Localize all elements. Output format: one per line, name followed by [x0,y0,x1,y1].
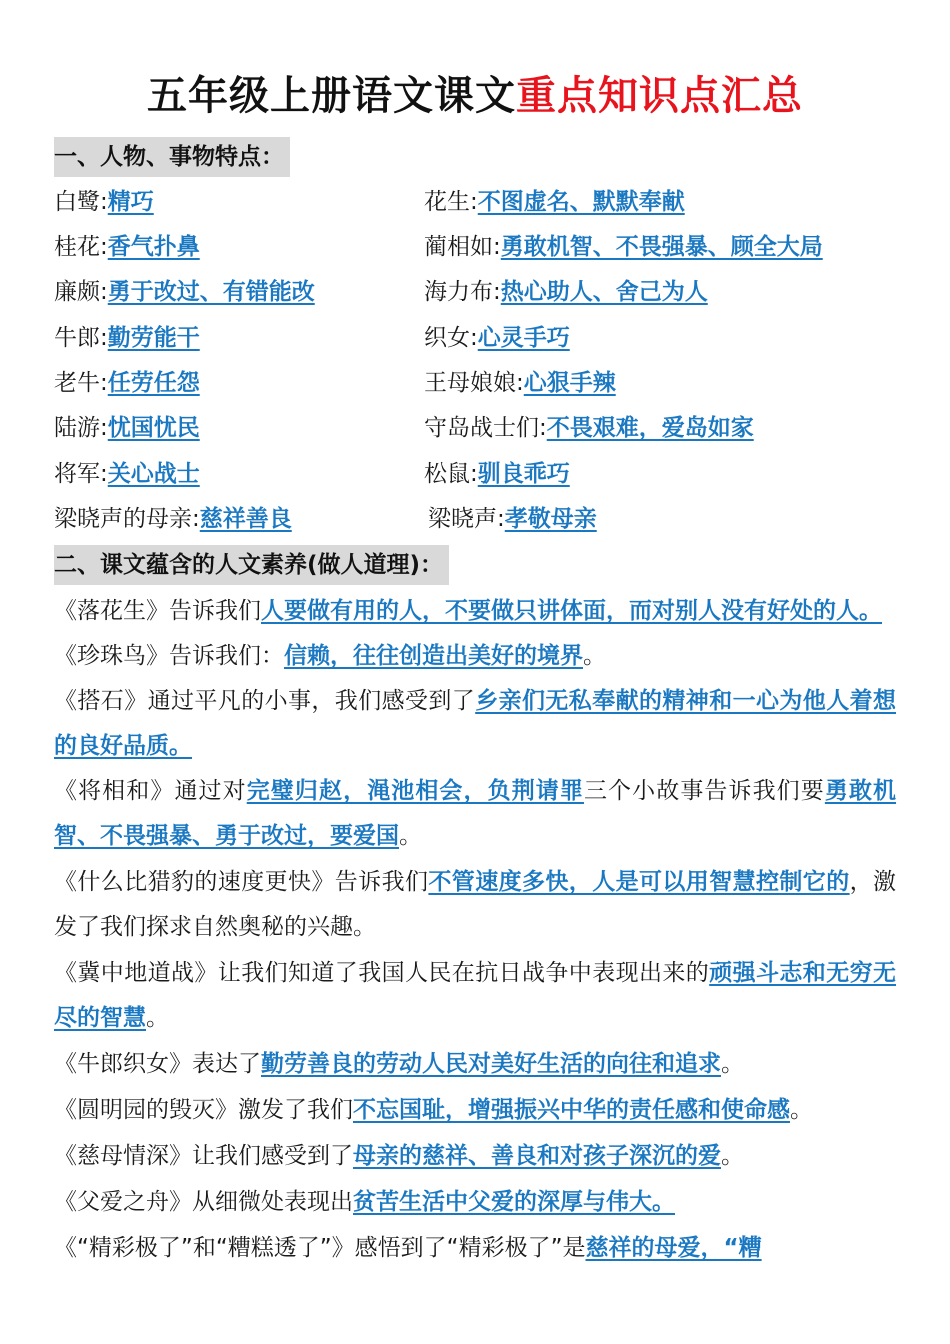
trait-item [54,231,200,263]
lesson-text: 《牛郎织女》表达了 [54,1051,261,1077]
trait-value: 勇于改过、有错能改 [107,279,315,305]
lesson-paragraph [54,1134,896,1179]
trait-separator: : [100,461,108,487]
lesson-highlight-2: 勇敢机智、不畏强暴、勇于改过，要爱国 [54,778,897,849]
lesson-paragraph [54,634,896,679]
lesson-text-mid: 三个小故事告诉我们要 [583,778,825,804]
lesson-text: 《什么比猎豹的速度更快》告诉我们 [54,869,429,895]
trait-separator: : [539,415,547,441]
lesson-text-end: ，激发了我们探求自然奥秘的兴趣。 [54,869,897,940]
trait-name: 王母娘娘 [424,370,516,396]
lesson-highlight: 信赖，往往创造出美好的境界 [284,643,583,669]
trait-separator: : [100,415,108,441]
trait-item [54,503,292,535]
lesson-text: 《将相和》通过对 [54,778,247,804]
lesson-text: 《落花生》告诉我们 [54,598,261,624]
title-part-black: 五年级上册语文课文 [147,73,516,119]
trait-separator: : [100,370,108,396]
trait-value: 勇敢机智、不畏强暴、顾全大局 [500,234,823,260]
trait-value: 心灵手巧 [477,325,570,351]
lesson-text-end: 。 [583,643,606,669]
trait-name: 牛郎 [54,325,100,351]
lesson-text-end: 。 [146,1005,169,1031]
trait-value: 关心战士 [107,461,200,487]
lesson-highlight: 母亲的慈祥、善良和对孩子深沉的爱 [353,1143,721,1169]
trait-name: 桂花 [54,234,100,260]
lesson-highlight: 勤劳善良的劳动人民对美好生活的向往和追求 [261,1051,721,1077]
lesson-highlight: 完璧归赵，渑池相会，负荆请罪 [246,778,584,804]
section-heading-lessons: 二、课文蕴含的人文素养(做人道理)： [54,545,449,585]
lesson-paragraph [54,1088,896,1133]
trait-value: 不图虚名、默默奉献 [477,189,685,215]
trait-item [424,412,754,444]
trait-name: 白鹭 [54,189,100,215]
trait-item [54,276,315,308]
trait-value: 心狠手辣 [523,370,616,396]
lesson-highlight: 顽强斗志和无穷无尽的智慧 [54,960,897,1031]
trait-value: 孝敬母亲 [504,506,597,532]
lesson-text: 《“精彩极了”和“糟糕透了”》感悟到了“精彩极了”是 [54,1235,586,1261]
trait-value: 任劳任怨 [107,370,200,396]
lesson-paragraph [54,589,896,634]
lesson-highlight: 贫苦生活中父爱的深厚与伟大。 [353,1189,675,1215]
trait-value: 慈祥善良 [199,506,292,532]
trait-value: 热心助人、舍己为人 [500,279,708,305]
trait-name: 花生 [424,189,470,215]
page-title [0,70,950,122]
lesson-highlight: 人要做有用的人，不要做只讲体面，而对别人没有好处的人。 [261,598,882,624]
trait-item [424,231,823,263]
trait-item [54,186,154,218]
lesson-text-end: 。 [790,1097,813,1123]
trait-separator: : [497,506,505,532]
trait-separator: : [470,325,478,351]
trait-item [54,458,200,490]
trait-name: 将军 [54,461,100,487]
trait-name: 蔺相如 [424,234,493,260]
trait-name: 廉颇 [54,279,100,305]
trait-item [54,367,200,399]
trait-name: 松鼠 [424,461,470,487]
trait-value: 精巧 [107,189,154,215]
trait-value: 忧国忧民 [107,415,200,441]
lesson-text: 《慈母情深》让我们感受到了 [54,1143,353,1169]
lesson-text-end: 。 [721,1143,744,1169]
trait-name: 守岛战士们 [424,415,539,441]
trait-separator: : [100,234,108,260]
trait-separator: : [100,189,108,215]
trait-item [424,186,685,218]
trait-separator: : [493,234,501,260]
lesson-paragraph [54,769,896,859]
trait-item [424,458,570,490]
trait-item [54,322,200,354]
trait-name: 梁晓声 [428,506,497,532]
trait-value: 驯良乖巧 [477,461,570,487]
trait-separator: : [100,279,108,305]
lesson-highlight: 乡亲们无私奉献的精神和一心为他人着想的良好品质。 [54,688,897,759]
lesson-text: 《父爱之舟》从细微处表现出 [54,1189,353,1215]
lesson-paragraph [54,1180,896,1225]
trait-name: 老牛 [54,370,100,396]
trait-name: 海力布 [424,279,493,305]
lesson-highlight: 不忘国耻，增强振兴中华的责任感和使命感 [353,1097,790,1123]
lesson-text: 《搭石》通过平凡的小事，我们感受到了 [54,688,476,714]
lesson-highlight: 不管速度多快，人是可以用智慧控制它的 [428,869,850,895]
lesson-paragraph [54,1042,896,1087]
trait-value: 香气扑鼻 [107,234,200,260]
trait-name: 织女 [424,325,470,351]
trait-separator: : [470,461,478,487]
trait-value: 不畏艰难，爱岛如家 [546,415,754,441]
lesson-paragraph [54,1226,896,1271]
trait-separator: : [192,506,200,532]
title-part-red: 重点知识点汇总 [516,73,803,119]
section-heading-traits: 一、人物、事物特点： [54,137,290,177]
lesson-highlight: 慈祥的母爱，“糟 [585,1235,762,1261]
trait-separator: : [493,279,501,305]
trait-name: 梁晓声的母亲 [54,506,192,532]
trait-item [424,367,616,399]
trait-value: 勤劳能干 [107,325,200,351]
lesson-text: 《圆明园的毁灭》激发了我们 [54,1097,353,1123]
trait-item [54,412,200,444]
lesson-text: 《冀中地道战》让我们知道了我国人民在抗日战争中表现出来的 [54,960,710,986]
lesson-text-end: 。 [721,1051,744,1077]
trait-separator: : [100,325,108,351]
trait-separator: : [516,370,524,396]
trait-name: 陆游 [54,415,100,441]
trait-item [428,503,597,535]
trait-item [424,322,570,354]
lesson-text-end: 。 [399,823,422,849]
trait-item [424,276,708,308]
lesson-text: 《珍珠鸟》告诉我们： [54,643,284,669]
lesson-paragraph [54,860,896,950]
trait-separator: : [470,189,478,215]
lesson-paragraph [54,951,896,1041]
lesson-paragraph [54,679,896,769]
